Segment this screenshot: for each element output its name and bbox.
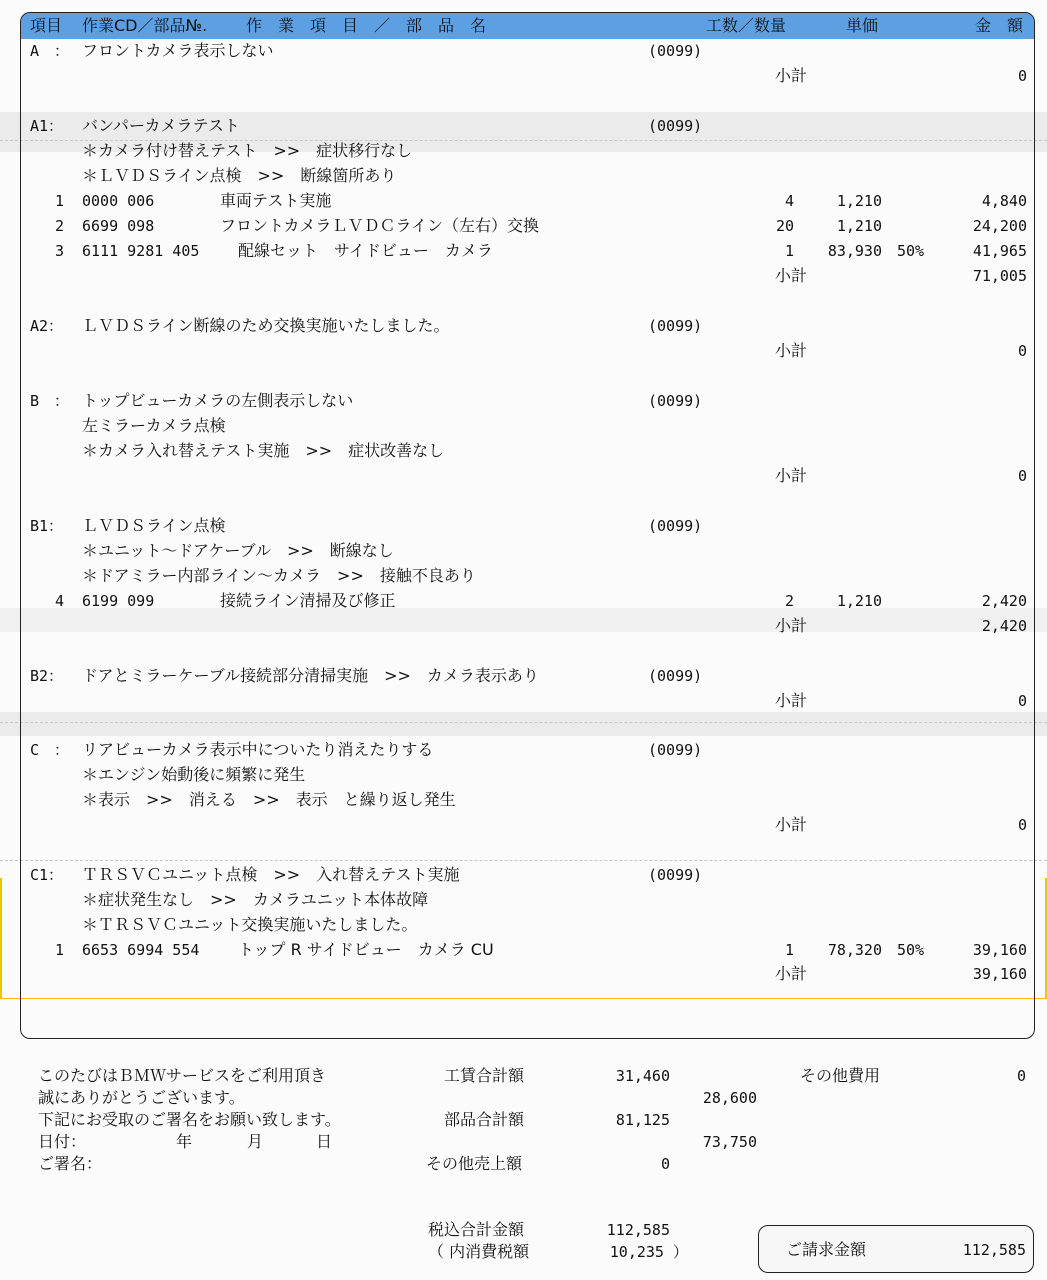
line-no: 3 xyxy=(55,242,65,260)
subtotal-value: 71,005 xyxy=(972,267,1027,285)
section-title: ＴＲＳＶＣユニット点検 >> 入れ替えテスト実施 xyxy=(82,865,460,884)
labor-total-value: 31,460 xyxy=(615,1067,670,1085)
line-code: 0000 006 xyxy=(82,192,155,210)
section-ref: (0099) xyxy=(648,317,703,335)
parts-total-label: 部品合計額 xyxy=(444,1110,525,1129)
line-amount: 41,965 xyxy=(972,242,1027,260)
header-amount: 金 額 xyxy=(975,16,1024,35)
other-cost-value: 0 xyxy=(1016,1067,1026,1085)
subtotal-label: 小計 xyxy=(775,815,808,834)
grand-total-label: 税込合計金額 xyxy=(428,1220,525,1239)
grand-total-value: 112,585 xyxy=(606,1221,670,1239)
header-item: 項目 xyxy=(30,16,63,35)
thanks-text: 誠にありがとうございます。 xyxy=(38,1088,245,1107)
line-code: 6111 9281 405 xyxy=(82,242,200,260)
line-qty: 1 xyxy=(784,242,794,260)
date-label: 日付： xyxy=(38,1132,87,1151)
section-note: ＊カメラ入れ替えテスト実施 >> 症状改善なし xyxy=(82,441,445,460)
subtotal-label: 小計 xyxy=(775,691,808,710)
subtotal-label: 小計 xyxy=(775,466,808,485)
section-note: ＊症状発生なし >> カメラユニット本体故障 xyxy=(82,890,429,909)
line-qty: 20 xyxy=(775,217,794,235)
section-ref: (0099) xyxy=(648,392,703,410)
section-title: リアビューカメラ表示中についたり消えたりする xyxy=(82,740,434,759)
section-code: B1： xyxy=(30,517,64,535)
subtotal-value: 0 xyxy=(1017,816,1027,834)
parts-total-value: 81,125 xyxy=(615,1111,670,1129)
section-title: ＬＶＤＳライン断線のため交換実施いたしました。 xyxy=(82,316,450,335)
date-day-label: 日 xyxy=(316,1132,333,1151)
section-note: ＊カメラ付け替えテスト >> 症状移行なし xyxy=(82,141,413,160)
subtotal-label: 小計 xyxy=(775,964,808,983)
section-ref: (0099) xyxy=(648,517,703,535)
line-amount: 39,160 xyxy=(972,941,1027,959)
tax-label: （ 内消費税額 xyxy=(428,1242,530,1261)
tax-value: 10,235 ） xyxy=(609,1243,688,1261)
section-title: トップビューカメラの左側表示しない xyxy=(82,391,354,410)
section-code: B ： xyxy=(30,392,70,410)
line-discount: 50% xyxy=(897,242,925,260)
subtotal-label: 小計 xyxy=(775,266,808,285)
line-discount: 50% xyxy=(897,941,925,959)
line-unit-price: 1,210 xyxy=(836,192,882,210)
line-unit-price: 83,930 xyxy=(827,242,882,260)
line-unit-price: 1,210 xyxy=(836,217,882,235)
labor-subtotal-value: 28,600 xyxy=(702,1089,757,1107)
header-qty: 工数／数量 xyxy=(706,16,787,35)
line-no: 1 xyxy=(55,192,65,210)
line-no: 1 xyxy=(55,941,65,959)
line-amount: 4,840 xyxy=(981,192,1027,210)
line-no: 2 xyxy=(55,217,65,235)
section-title: フロントカメラ表示しない xyxy=(82,41,274,60)
line-amount: 2,420 xyxy=(981,592,1027,610)
section-note: ＊ユニット～ドアケーブル >> 断線なし xyxy=(82,541,394,560)
thanks-text: 下記にお受取のご署名をお願い致します。 xyxy=(38,1110,341,1129)
section-code: B2： xyxy=(30,667,64,685)
subtotal-label: 小計 xyxy=(775,341,808,360)
other-sales-value: 0 xyxy=(660,1155,670,1173)
line-code: 6199 099 xyxy=(82,592,155,610)
section-ref: (0099) xyxy=(648,117,703,135)
section-title: ＬＶＤＳライン点検 xyxy=(82,516,226,535)
section-code: A1： xyxy=(30,117,64,135)
line-unit-price: 1,210 xyxy=(836,592,882,610)
subtotal-value: 0 xyxy=(1017,467,1027,485)
date-year-label: 年 xyxy=(176,1132,193,1151)
line-name: 配線セット サイドビュー カメラ xyxy=(238,241,493,260)
header-unit-price: 単価 xyxy=(846,16,879,35)
subtotal-label: 小計 xyxy=(775,616,808,635)
line-amount: 24,200 xyxy=(972,217,1027,235)
section-code: C1： xyxy=(30,866,64,884)
line-qty: 1 xyxy=(784,941,794,959)
subtotal-value: 0 xyxy=(1017,342,1027,360)
line-qty: 4 xyxy=(784,192,794,210)
line-unit-price: 78,320 xyxy=(827,941,882,959)
line-name: 車両テスト実施 xyxy=(220,191,332,210)
subtotal-label: 小計 xyxy=(775,66,808,85)
line-name: トップ R サイドビュー カメラ CU xyxy=(238,940,494,959)
subtotal-value: 0 xyxy=(1017,67,1027,85)
subtotal-value: 2,420 xyxy=(981,617,1027,635)
line-code: 6653 6994 554 xyxy=(82,941,200,959)
billing-amount-label: ご請求金額 xyxy=(786,1240,867,1259)
section-note: ＊エンジン始動後に頻繁に発生 xyxy=(82,765,306,784)
subtotal-value: 39,160 xyxy=(972,965,1027,983)
other-cost-label: その他費用 xyxy=(800,1066,881,1085)
line-no: 4 xyxy=(55,592,65,610)
section-ref: (0099) xyxy=(648,42,703,60)
section-code: C ： xyxy=(30,741,70,759)
section-note: 左ミラーカメラ点検 xyxy=(82,416,226,435)
subtotal-value: 0 xyxy=(1017,692,1027,710)
section-ref: (0099) xyxy=(648,667,703,685)
section-title: バンパーカメラテスト xyxy=(82,116,240,135)
billing-amount-value: 112,585 xyxy=(962,1241,1026,1259)
section-code: A ： xyxy=(30,42,70,60)
header-code: 作業CD／部品№. xyxy=(82,16,208,35)
parts-subtotal-value: 73,750 xyxy=(702,1133,757,1151)
section-ref: (0099) xyxy=(648,741,703,759)
signature-label: ご署名： xyxy=(38,1154,103,1173)
section-note: ＊ＬＶＤＳライン点検 >> 断線箇所あり xyxy=(82,166,397,185)
other-sales-label: その他売上額 xyxy=(426,1154,523,1173)
thanks-text: このたびはＢＭＷサービスをご利用頂き xyxy=(38,1066,327,1085)
section-code: A2： xyxy=(30,317,64,335)
accent-line xyxy=(0,878,2,998)
line-name: フロントカメラＬＶＤＣライン（左右）交換 xyxy=(220,216,540,235)
section-note: ＊ドアミラー内部ライン～カメラ >> 接触不良あり xyxy=(82,566,476,585)
line-qty: 2 xyxy=(784,592,794,610)
section-title: ドアとミラーケーブル接続部分清掃実施 >> カメラ表示あり xyxy=(82,666,539,685)
date-month-label: 月 xyxy=(247,1132,264,1151)
section-note: ＊ＴＲＳＶＣユニット交換実施いたしました。 xyxy=(82,915,418,934)
line-name: 接続ライン清掃及び修正 xyxy=(220,591,396,610)
labor-total-label: 工賃合計額 xyxy=(444,1066,525,1085)
section-note: ＊表示 >> 消える >> 表示 と繰り返し発生 xyxy=(82,790,456,809)
line-code: 6699 098 xyxy=(82,217,155,235)
section-ref: (0099) xyxy=(648,866,703,884)
header-name: 作 業 項 目 ／ 部 品 名 xyxy=(246,16,487,35)
